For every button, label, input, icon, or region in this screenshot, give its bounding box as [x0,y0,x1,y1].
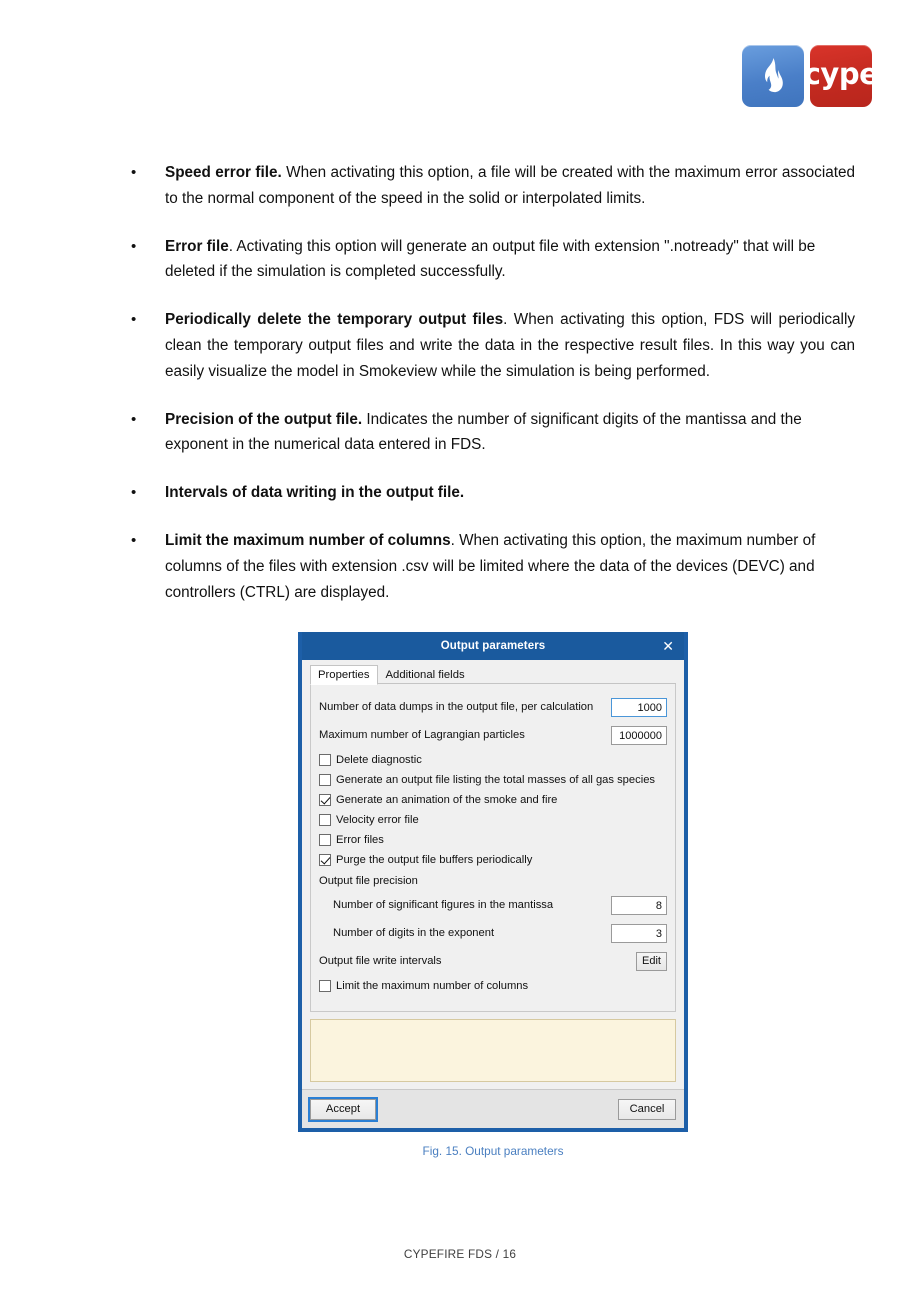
field-exponent-digits [319,920,667,946]
list-item-lead: Speed error file. [165,164,282,181]
field-data-dumps-label: Number of data dumps in the output file, per calculation [319,701,594,713]
bullet-marker: • [131,532,137,550]
list-item-rest: . Activating this option will generate an output file with extension ".notready" that will be deleted if the simulation is completed successfully. [165,237,816,281]
list-item-text [165,480,855,506]
list-item-lead: Limit the maximum number of columns [165,532,451,550]
checkbox-icon-checked[interactable] [319,854,331,866]
bullet-marker: • [131,237,137,255]
field-data-dumps-input[interactable]: 1000 [611,698,667,717]
checkbox-label: Velocity error file [336,814,419,826]
checkbox-velocity-error-file[interactable] [319,810,667,830]
figure-caption: Fig. 15. Output parameters [422,1144,564,1158]
checkbox-label: Purge the output file buffers periodically [336,854,533,866]
write-intervals-label: Output file write intervals [319,955,442,967]
dialog-titlebar[interactable] [302,632,684,660]
list-item [0,407,920,459]
checkbox-icon[interactable] [319,754,331,766]
list-item-text [165,407,855,459]
document-body [0,160,920,628]
field-mantissa-figures-label: Number of significant figures in the mantissa [333,899,554,911]
list-item-rest: . When activating this option, the maximum number of columns of the files with extension .csv will be limited where the data of the devices (DEVC) and controllers (CTRL) are displayed. [165,532,816,601]
list-item-lead: Intervals of data writing in the output file. [165,484,465,502]
accept-button[interactable]: Accept [310,1099,376,1120]
checkbox-label: Delete diagnostic [336,754,422,766]
list-item [0,307,920,384]
figure [298,632,688,1158]
checkbox-icon[interactable] [319,834,331,846]
tab-properties[interactable]: Properties [310,665,378,685]
checkbox-label: Generate an animation of the smoke and fire [336,794,558,806]
checkbox-icon[interactable] [319,980,331,992]
list-item-text [165,307,855,384]
checkbox-limit-max-columns[interactable] [319,976,667,996]
field-mantissa-figures-input[interactable]: 8 [611,896,667,915]
checkbox-icon[interactable] [319,774,331,786]
field-lagrangian-particles-input[interactable]: 1000000 [611,726,667,745]
tab-additional-fields[interactable]: Additional fields [385,669,465,681]
field-exponent-digits-input[interactable]: 3 [611,924,667,943]
list-item-lead: Periodically delete the temporary output files [165,311,504,329]
brand-logo [742,45,879,107]
field-data-dumps [319,694,667,720]
checkbox-purge-buffers[interactable] [319,850,667,870]
cype-wordmark-text: cype [803,56,879,91]
list-item-rest: When activating this option, a file will be created with the maximum error associated to the normal component of the speed in the solid or interpolated limits. [165,164,856,207]
field-mantissa-figures [319,892,667,918]
list-item-rest: . When activating this option, FDS will periodically clean the temporary output files and write the data in the respective result files. In this way you can easily visualize the model in Smokeview while the simulation is being performed. [165,311,855,380]
list-item [0,234,920,286]
list-item [0,160,920,212]
cype-wordmark [803,45,879,107]
bullet-marker: • [131,164,137,181]
checkbox-label: Generate an output file listing the total masses of all gas species [336,774,656,786]
checkbox-delete-diagnostic[interactable] [319,750,667,770]
edit-button[interactable]: Edit [636,952,667,971]
checkbox-label: Error files [336,834,384,846]
tab-bar [302,660,684,684]
list-item-text [165,234,855,286]
bullet-marker: • [131,311,137,329]
output-parameters-dialog [298,632,688,1132]
checkbox-label: Limit the maximum number of columns [336,980,529,992]
flame-icon [742,45,804,107]
field-exponent-digits-label: Number of digits in the exponent [333,927,495,939]
list-item-text [165,160,855,212]
list-item [0,480,920,506]
properties-panel [310,684,676,1012]
list-item [0,528,920,605]
list-item-rest: Indicates the number of significant digits of the mantissa and the exponent in the numerical data entered in FDS. [165,410,802,454]
bullet-marker: • [131,410,137,428]
section-output-file-precision: Output file precision [319,875,418,887]
checkbox-icon-checked[interactable] [319,794,331,806]
dialog-title: Output parameters [440,640,546,652]
field-lagrangian-particles-label: Maximum number of Lagrangian particles [319,729,525,741]
cancel-button[interactable]: Cancel [618,1099,676,1120]
list-item-lead: Error file [165,237,229,255]
checkbox-smoke-fire-animation[interactable] [319,790,667,810]
bullet-marker: • [131,484,137,502]
dialog-button-bar [302,1089,684,1128]
close-icon[interactable]: ✕ [662,638,674,654]
page-footer: CYPEFIRE FDS / 16 [403,1247,517,1261]
checkbox-gas-species-masses[interactable] [319,770,667,790]
checkbox-error-files[interactable] [319,830,667,850]
row-write-intervals [319,948,667,974]
list-item-lead: Precision of the output file. [165,410,363,428]
info-message-panel [310,1019,676,1082]
checkbox-icon[interactable] [319,814,331,826]
list-item-text [165,528,855,605]
field-lagrangian-particles [319,722,667,748]
